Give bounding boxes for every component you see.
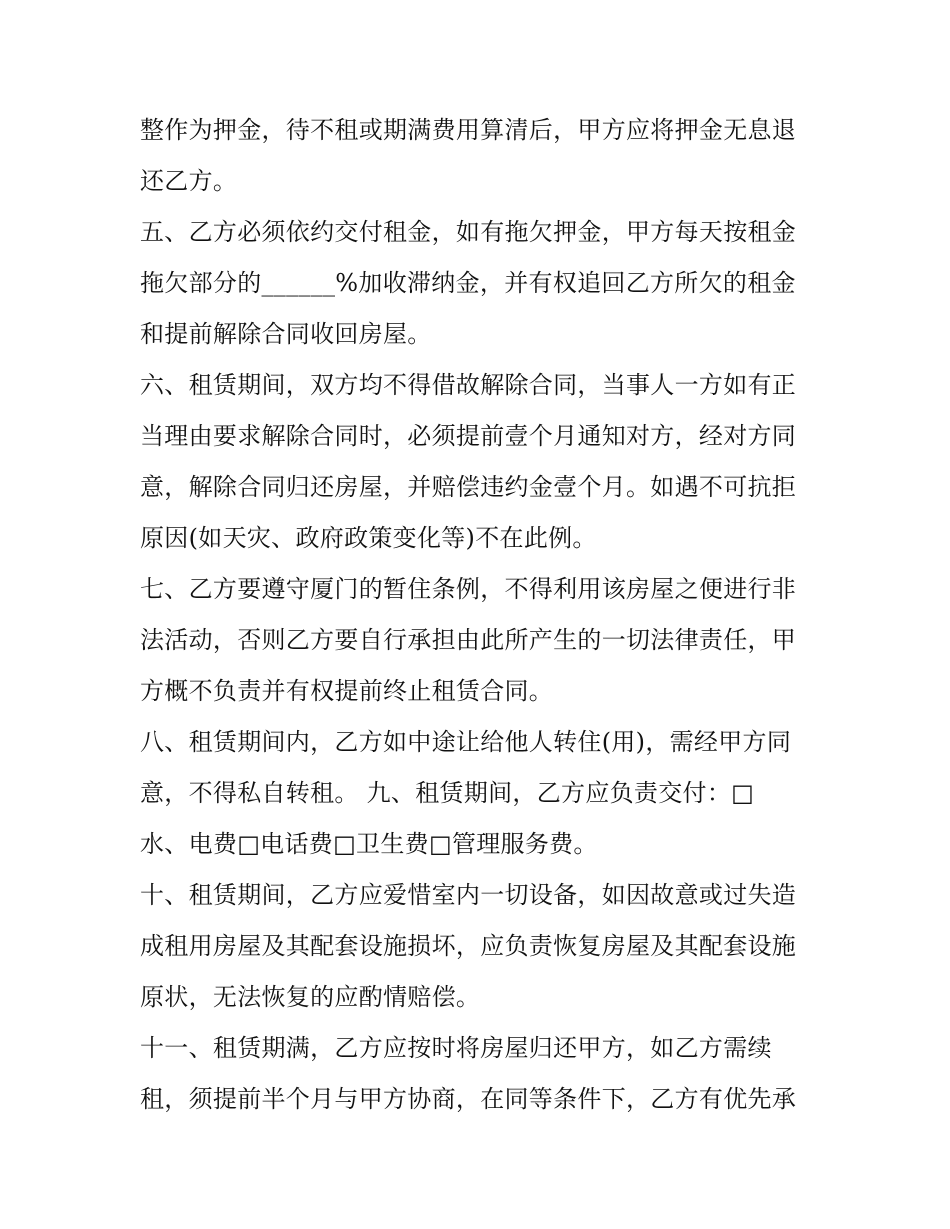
text-line-4: 拖欠部分的______%加收滞纳金，并有权追回乙方所欠的租金: [140, 269, 796, 297]
text-line-12: 方概不负责并有权提前终止租赁合同。: [140, 677, 554, 705]
text-line-5: 和提前解除合同收回房屋。: [140, 320, 432, 348]
text-line-6: 六、租赁期间，双方均不得借故解除合同，当事人一方如有正: [140, 371, 797, 399]
text-line-13: 八、租赁期间内，乙方如中途让给他人转住(用)，需经甲方同: [140, 728, 792, 756]
text-line-1: 整作为押金，待不租或期满费用算清后，甲方应将押金无息退: [140, 116, 797, 144]
text-line-2: 还乙方。: [140, 167, 238, 195]
text-line-16: 十、租赁期间，乙方应爱惜室内一切设备，如因故意或过失造: [140, 881, 797, 909]
text-line-9: 原因(如天灾、政府政策变化等)不在此例。: [140, 524, 597, 552]
text-line-19: 十一、租赁期满，乙方应按时将房屋归还甲方，如乙方需续: [140, 1034, 772, 1062]
text-line-3: 五、乙方必须依约交付租金，如有拖欠押金，甲方每天按租金: [140, 218, 797, 246]
text-line-20: 租，须提前半个月与甲方协商，在同等条件下，乙方有优先承: [140, 1085, 797, 1113]
text-line-18: 原状，无法恢复的应酌情赔偿。: [140, 983, 481, 1011]
text-line-10: 七、乙方要遵守厦门的暂住条例，不得利用该房屋之便进行非: [140, 575, 797, 603]
text-line-14: 意，不得私自转租。 九、租赁期间，乙方应负责交付：□: [140, 779, 755, 807]
text-line-7: 当理由要求解除合同时，必须提前壹个月通知对方，经对方同: [140, 422, 797, 450]
text-line-8: 意，解除合同归还房屋，并赔偿违约金壹个月。如遇不可抗拒: [140, 473, 797, 501]
text-line-17: 成租用房屋及其配套设施损坏，应负责恢复房屋及其配套设施: [140, 932, 797, 960]
text-line-15: 水、电费□电话费□卫生费□管理服务费。: [140, 830, 598, 858]
text-line-11: 法活动，否则乙方要自行承担由此所产生的一切法律责任，甲: [140, 626, 797, 654]
contract-text: [140, 110, 820, 1130]
